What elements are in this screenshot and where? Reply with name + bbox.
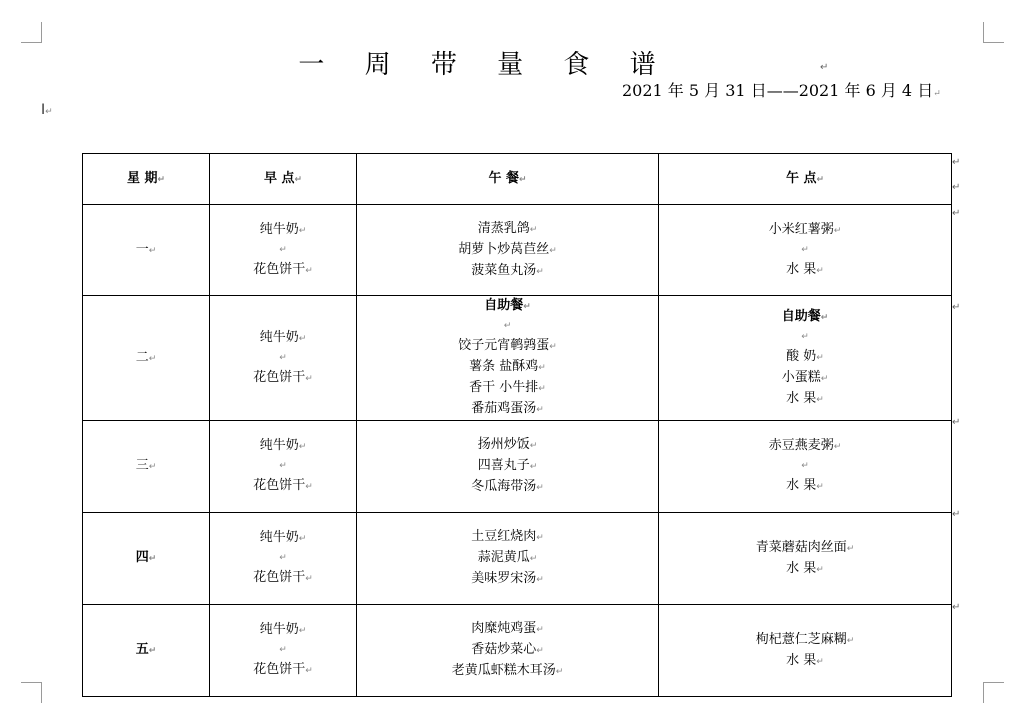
document-title: 一 周 带 量 食 谱 [298, 50, 672, 80]
day-cell: 三↵ [83, 421, 210, 513]
snack-item: 水 果↵ [786, 390, 824, 406]
lunch-item: 胡萝卜炒莴苣丝↵ [458, 241, 557, 257]
table-row [83, 421, 952, 513]
breakfast-item: 纯牛奶↵ [259, 622, 307, 637]
paragraph-mark: ↵ [833, 442, 842, 452]
page-corner-mark-top-right [983, 22, 1004, 43]
breakfast-item [210, 549, 356, 568]
table-header-row [83, 154, 952, 205]
snack-cell [659, 421, 952, 513]
snack-cell [659, 205, 952, 296]
snack-cell [659, 605, 952, 697]
paragraph-mark: ↵ [536, 575, 544, 585]
lunch-cell [357, 605, 659, 697]
paragraph-mark: ↵ [816, 352, 824, 363]
breakfast-item [210, 641, 356, 660]
paragraph-mark: ↵ [536, 266, 544, 277]
snack-item [659, 241, 951, 260]
paragraph-mark: ↵ [503, 321, 512, 331]
lunch-item: 番茄鸡蛋汤↵ [471, 401, 544, 416]
breakfast-item: 花色饼干↵ [253, 369, 313, 385]
weekly-menu-table [82, 153, 952, 697]
paragraph-mark: ↵ [148, 353, 157, 364]
snack-item: 赤豆燕麦粥↵ [768, 438, 842, 453]
snack-cell [659, 513, 952, 605]
breakfast-item: 纯牛奶↵ [259, 530, 307, 545]
lunch-item: 香干 小牛排↵ [469, 380, 546, 395]
paragraph-mark: ↵ [529, 441, 538, 451]
lunch-title: 自助餐↵ [484, 298, 531, 313]
paragraph-mark: ↵ [305, 666, 313, 676]
paragraph-mark: ↵ [816, 174, 825, 185]
paragraph-mark: ↵ [148, 245, 157, 256]
lunch-cell [357, 421, 659, 513]
lunch-cell [357, 513, 659, 605]
column-header-3: 午 点↵ [659, 154, 952, 205]
snack-item: 水 果↵ [786, 478, 824, 493]
day-cell: 五↵ [83, 605, 210, 697]
breakfast-cell [210, 421, 357, 513]
lunch-cell [357, 205, 659, 296]
paragraph-mark: ↵ [549, 342, 557, 352]
paragraph-mark: ↵ [816, 564, 824, 575]
paragraph-mark: ↵ [801, 244, 809, 255]
column-header-2: 午 餐↵ [357, 154, 659, 205]
day-cell: 一↵ [83, 205, 210, 296]
paragraph-mark: ↵ [816, 394, 824, 405]
lunch-item: 香菇炒菜心↵ [471, 642, 544, 657]
paragraph-mark: ↵ [148, 462, 157, 472]
paragraph-mark: ↵ [157, 174, 166, 185]
lunch-item: 饺子元宵鹌鹑蛋↵ [458, 338, 557, 353]
page-corner-mark-bottom-right [983, 682, 1004, 703]
breakfast-item: 纯牛奶↵ [259, 329, 307, 345]
paragraph-mark: ↵ [148, 554, 157, 564]
paragraph-mark: ↵ [529, 462, 538, 472]
row-end-mark: ↵ [952, 302, 961, 313]
table-row [83, 513, 952, 605]
snack-item: 青菜蘑菇肉丝面↵ [755, 539, 855, 555]
paragraph-mark: ↵ [518, 174, 527, 185]
paragraph-mark: ↵ [305, 265, 313, 276]
breakfast-item: 花色饼干↵ [253, 261, 313, 277]
paragraph-mark: ↵ [536, 646, 544, 656]
snack-item: 小蛋糕↵ [781, 369, 829, 385]
paragraph-mark: ↵ [549, 245, 557, 256]
snack-item: 酸 奶↵ [786, 348, 824, 364]
lunch-item: 菠菜鱼丸汤↵ [471, 262, 544, 278]
lunch-item: 美味罗宋汤↵ [471, 571, 544, 586]
table-row [83, 296, 952, 421]
paragraph-mark: ↵ [298, 333, 307, 344]
snack-title: 自助餐↵ [781, 308, 829, 324]
lunch-item: 清蒸乳鸽↵ [477, 220, 538, 236]
paragraph-mark: ↵ [536, 405, 544, 415]
paragraph-mark: ↵ [305, 373, 313, 384]
paragraph-mark: ↵ [846, 635, 855, 646]
paragraph-mark: ↵ [529, 554, 538, 564]
paragraph-mark: ↵ [523, 302, 531, 312]
paragraph-mark: ↵ [538, 363, 546, 373]
paragraph-mark: ↵ [555, 667, 564, 677]
paragraph-mark: ↵ [279, 461, 287, 471]
row-end-mark: ↵ [952, 182, 961, 193]
column-header-1: 早 点↵ [210, 154, 357, 205]
breakfast-cell [210, 513, 357, 605]
lunch-item [357, 317, 658, 336]
breakfast-item [210, 457, 356, 476]
paragraph-mark: ↵ [148, 646, 157, 656]
breakfast-item: 纯牛奶↵ [259, 438, 307, 453]
snack-item: 水 果↵ [786, 652, 824, 668]
paragraph-mark: ↵ [279, 645, 287, 655]
paragraph-mark: ↵ [846, 543, 855, 554]
paragraph-mark: ↵ [298, 534, 307, 544]
day-cell: 四↵ [83, 513, 210, 605]
snack-item: 水 果↵ [786, 560, 824, 576]
snack-item: 枸杞薏仁芝麻糊↵ [755, 631, 855, 647]
snack-item [659, 328, 951, 347]
paragraph-mark: ↵ [536, 533, 544, 543]
row-end-mark: ↵ [952, 417, 961, 428]
breakfast-cell [210, 605, 357, 697]
paragraph-mark: ↵ [529, 224, 538, 235]
snack-item [659, 457, 951, 476]
table-row [83, 605, 952, 697]
breakfast-cell [210, 205, 357, 296]
lunch-item: 土豆红烧肉↵ [471, 529, 544, 544]
lunch-item: 肉糜炖鸡蛋↵ [471, 621, 544, 636]
paragraph-mark: ↵ [816, 656, 824, 667]
paragraph-mark: ↵ [305, 482, 313, 492]
page-corner-mark-top-left [21, 22, 42, 43]
breakfast-item [210, 241, 356, 260]
paragraph-mark: ↵ [279, 352, 287, 363]
paragraph-mark: ↵ [298, 442, 307, 452]
breakfast-cell [210, 296, 357, 421]
column-header-0: 星 期↵ [83, 154, 210, 205]
paragraph-mark: ↵ [801, 461, 809, 471]
paragraph-mark: ↵ [816, 482, 824, 492]
paragraph-mark: ↵ [294, 174, 303, 185]
lunch-item: 扬州炒饭↵ [477, 437, 538, 452]
table-row [83, 205, 952, 296]
page-corner-mark-bottom-left [21, 682, 42, 703]
text-cursor-icon[interactable]: I↵ [41, 102, 53, 118]
paragraph-mark: ↵ [279, 244, 287, 255]
lunch-item: 老黄瓜虾糕木耳汤↵ [451, 663, 564, 678]
breakfast-item: 纯牛奶↵ [259, 221, 307, 237]
snack-item: 水 果↵ [786, 261, 824, 277]
lunch-cell [357, 296, 659, 421]
breakfast-item: 花色饼干↵ [253, 570, 313, 585]
paragraph-mark: ↵ [536, 625, 544, 635]
breakfast-item: 花色饼干↵ [253, 662, 313, 677]
paragraph-mark: ↵ [820, 373, 829, 384]
lunch-item: 四喜丸子↵ [477, 458, 538, 473]
paragraph-mark: ↵ [816, 265, 824, 276]
breakfast-item [210, 349, 356, 368]
paragraph-mark: ↵ [298, 225, 307, 236]
paragraph-mark: ↵ [820, 312, 829, 323]
snack-cell [659, 296, 952, 421]
paragraph-mark: ↵ [820, 62, 829, 73]
paragraph-mark: ↵ [305, 574, 313, 584]
paragraph-mark: ↵ [538, 384, 546, 394]
day-cell: 二↵ [83, 296, 210, 421]
paragraph-mark: ↵ [536, 483, 544, 493]
paragraph-mark: ↵ [298, 626, 307, 636]
lunch-item: 薯条 盐酥鸡↵ [469, 359, 546, 374]
date-range: 2021 年 5 月 31 日——2021 年 6 月 4 日↵ [622, 81, 941, 100]
lunch-item: 冬瓜海带汤↵ [471, 479, 544, 494]
row-end-mark: ↵ [952, 509, 961, 520]
paragraph-mark: ↵ [801, 331, 809, 342]
lunch-item: 蒜泥黄瓜↵ [477, 550, 538, 565]
row-end-mark: ↵ [952, 157, 961, 168]
breakfast-item: 花色饼干↵ [253, 478, 313, 493]
paragraph-mark: ↵ [279, 553, 287, 563]
row-end-mark: ↵ [952, 602, 961, 613]
snack-item: 小米红薯粥↵ [768, 221, 842, 237]
row-end-mark: ↵ [952, 208, 961, 219]
paragraph-mark: ↵ [833, 225, 842, 236]
